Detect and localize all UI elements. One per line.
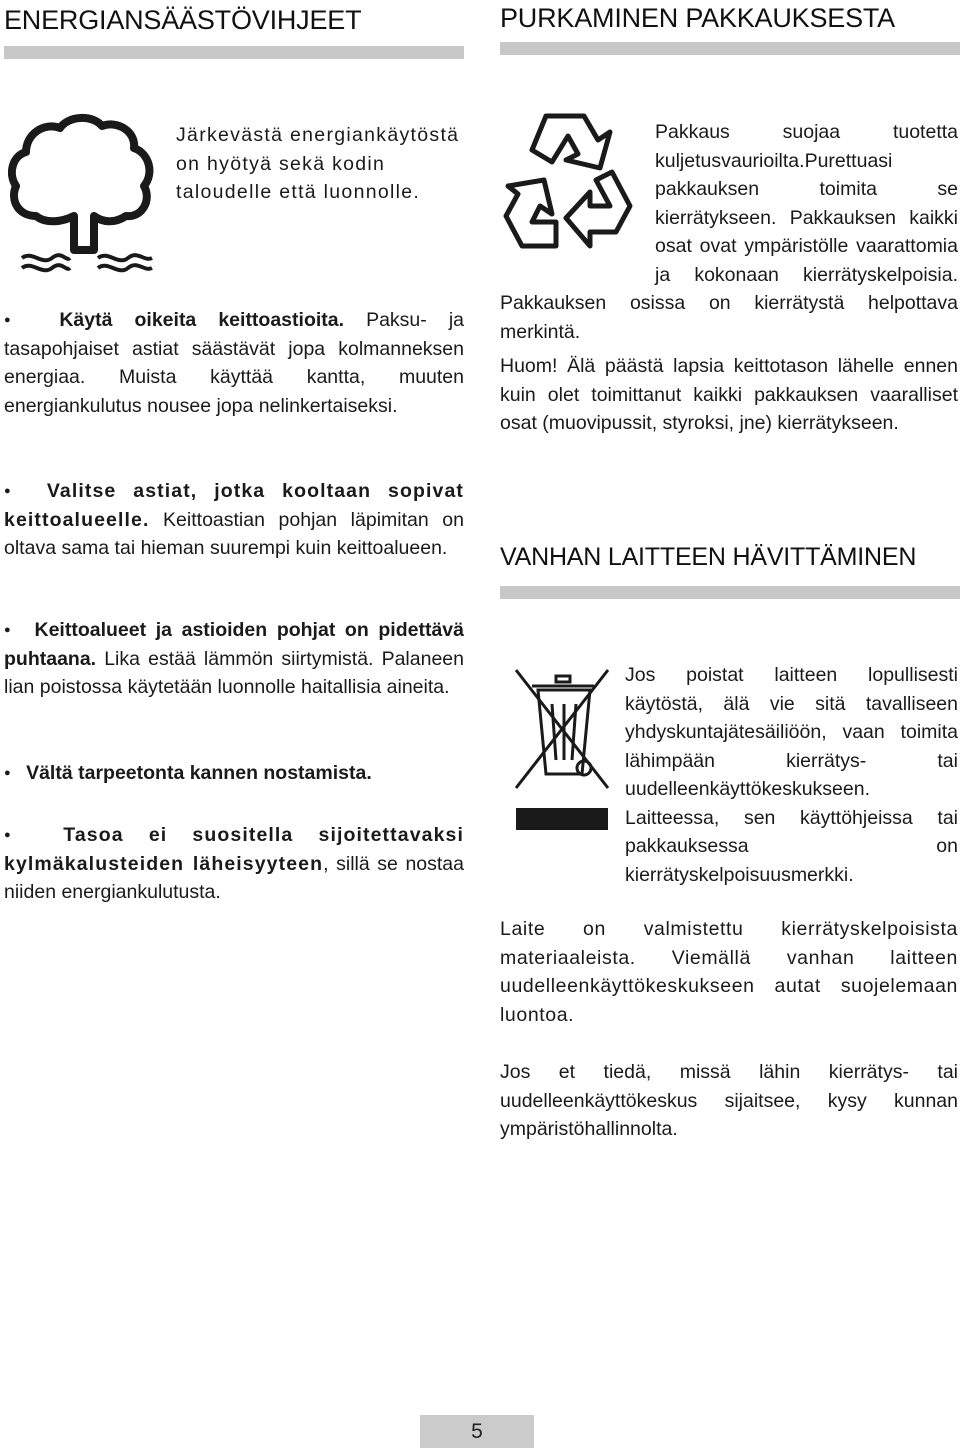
tip-2 bbox=[4, 477, 464, 563]
packaging-text-block bbox=[500, 118, 958, 346]
tip-1-bold: Käytä oikeita keittoastioita. bbox=[59, 309, 345, 331]
tip-2-bold: Valitse astiat, jotka kooltaan sopivat keittoalueelle. bbox=[4, 480, 464, 531]
material-text: Laite on valmistettu kierrätyskelpoisista materiaaleista. Viemällä vanhan laitteen uudelleenkäyttökeskukseen autat suojelemaan luontoa. bbox=[500, 918, 958, 1026]
info-text: Jos et tiedä, missä lähin kierrätys- tai uudelleenkäyttökeskus sijaitsee, kysy kunnan ympäristöhallinnolta. bbox=[500, 1061, 958, 1140]
energy-tips-heading: ENERGIANSÄÄSTÖVIHJEET bbox=[4, 5, 362, 35]
tip-1-text: Paksu- ja tasapohjaiset astiat säästävät jopa kolmanneksen energiaa. Muista käyttää kantta, muuten energiankulutus nousee jopa nelinkertaiseksi. bbox=[4, 309, 464, 417]
page-number: 5 bbox=[420, 1415, 534, 1448]
disposal-heading: VANHAN LAITTEEN HÄVITTÄMINEN bbox=[500, 543, 917, 571]
tip-5 bbox=[4, 821, 464, 907]
intro-text: Järkevästä energiankäytöstä on hyötyä sekä kodin taloudelle että luonnolle. bbox=[176, 124, 460, 203]
disposal-text-block bbox=[500, 661, 958, 889]
tip-4-bold: Vältä tarpeetonta kannen nostamista. bbox=[26, 762, 372, 784]
tip-2-text: Keittoastian pohjan läpimitan on oltava sama tai hieman suurempi kuin keittoalueen. bbox=[4, 508, 464, 559]
tip-3 bbox=[4, 616, 464, 702]
disposal-text: Jos poistat laitteen lopullisesti käytöstä, älä vie sitä tavalliseen yhdyskuntajätesäiliöön, vaan toimita lähimpään kierrätys- tai uudelleenkäyttökeskukseen. Laitteessa, sen käyttöhjeissa tai pakkauksessa on kierrätyskelpoisuusmerkki. bbox=[625, 664, 958, 886]
tip-4 bbox=[4, 759, 464, 788]
heading-bar bbox=[4, 46, 464, 59]
unpacking-heading: PURKAMINEN PAKKAUKSESTA bbox=[500, 3, 895, 33]
tip-5-bold: Tasoa ei suositella sijoitettavaksi kylmäkalusteiden läheisyyteen bbox=[4, 824, 464, 875]
heading-bar bbox=[500, 42, 960, 55]
packaging-text: Pakkaus suojaa tuotetta kuljetusvaurioilta.Purettuasi pakkauksen toimita se kierrätykseen. Pakkauksen kaikki osat ovat ympäristölle vaarattomia ja kokonaan kierrätyskelpoisia. Pakkauksen osissa on kierrätystä helpottava merkintä. bbox=[500, 121, 958, 343]
warning-text: Huom! Älä päästä lapsia keittotason lähelle ennen kuin olet toimittanut kaikki pakkauksen vaaralliset osat (muovipussit, styroksi, jne) kierrätykseen. bbox=[500, 355, 958, 434]
tip-5-text: , sillä se nostaa niiden energiankulutusta. bbox=[4, 852, 464, 903]
tree-icon bbox=[8, 112, 158, 282]
tip-3-bold: Keittoalueet ja astioiden pohjat on pidettävä puhtaana. bbox=[4, 619, 464, 670]
recycle-icon-spacer bbox=[500, 118, 655, 270]
tip-1 bbox=[4, 306, 464, 420]
tip-3-text: Lika estää lämmön siirtymistä. Palaneen lian poistossa käytetään luonnolle haitallisia aineita. bbox=[4, 647, 464, 698]
heading-bar-2 bbox=[500, 586, 960, 599]
bin-icon-spacer bbox=[500, 661, 625, 861]
